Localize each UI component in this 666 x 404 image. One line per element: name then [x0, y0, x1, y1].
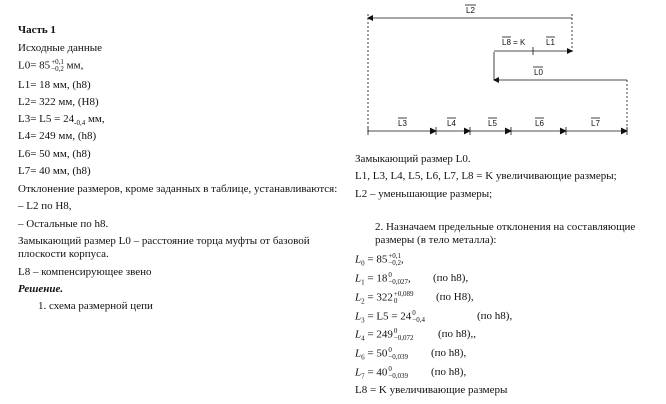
formula-l0: $L_0 = 85$ +0,1 −0,2 ,	[355, 252, 404, 268]
arrow-l4	[464, 128, 470, 134]
arrow-l5	[505, 128, 511, 134]
param-l1: L1= 18 мм, (h8)	[18, 79, 91, 91]
formula-l3-l5: $L_3 = L5 = 24$ 0 −0,4	[355, 309, 425, 325]
step-1: 1. схема размерной цепи	[38, 300, 153, 312]
param-l2: L2= 322 мм, (H8)	[18, 96, 99, 108]
formula-l6: $L_6 = 50$ 0 −0,039	[355, 346, 409, 362]
deviation-l2: – L2 по H8,	[18, 200, 72, 212]
label-l2: L2	[466, 6, 475, 15]
arrow-l6	[560, 128, 566, 134]
closing-link: Замыкающий размер L0.	[355, 153, 471, 165]
formula-l6-note: (по h8),	[431, 347, 467, 359]
decreasing-links: L2 – уменьшающие размеры;	[355, 188, 493, 200]
formula-l4: $L_4 = 249$ 0 −0,072	[355, 327, 414, 343]
formula-l3-note: (по h8),	[477, 310, 513, 322]
label-l6: L6	[535, 119, 544, 128]
formula-l4-note: (по h8),,	[438, 328, 476, 340]
solution-heading: Решение.	[18, 283, 64, 295]
param-l7: L7= 40 мм, (h8)	[18, 165, 91, 177]
label-l5: L5	[488, 119, 497, 128]
label-l4: L4	[447, 119, 456, 128]
source-data-title: Исходные данные	[18, 42, 102, 54]
label-l1: L1	[546, 38, 555, 47]
formula-l2: $L_2 = 322$ +0,089 0	[355, 290, 414, 306]
deviation-rest: – Остальные по h8.	[18, 218, 109, 230]
label-l7: L7	[591, 119, 600, 128]
formula-l1: $L_1 = 18$ 0 −0,027 ,	[355, 271, 411, 287]
param-l0: L0= 85 +0,1 −0,2 мм,	[18, 58, 84, 73]
arrow-l7	[621, 128, 627, 134]
increasing-links: L1, L3, L4, L5, L6, L7, L8 = K увеличивающие размеры;	[355, 170, 617, 182]
param-l3-l5: $L3= L5 = 24_{-0,4}$ мм,	[18, 113, 105, 128]
label-l3: L3	[398, 119, 407, 128]
formula-l7-note: (по h8),	[431, 366, 467, 378]
formula-l7: $L_7 = 40$ 0 −0,039	[355, 365, 409, 381]
label-l8-k: L8 = K	[502, 38, 526, 47]
formula-l8: L8 = K увеличивающие размеры	[355, 384, 508, 396]
formula-l2-note: (по H8),	[436, 291, 474, 303]
formula-l1-note: (по h8),	[433, 272, 469, 284]
arrow-l3	[430, 128, 436, 134]
param-l6: L6= 50 мм, (h8)	[18, 148, 91, 160]
closing-link-description: Замыкающий размер L0 – расстояние торца муфты от базовой плоскости корпуса.	[18, 235, 310, 260]
deviation-note: Отклонение размеров, кроме заданных в таблице, устанавливаются:	[18, 183, 338, 195]
section-heading: Часть 1	[18, 24, 56, 36]
compensating-link: L8 – компенсирующее звено	[18, 266, 152, 278]
label-l0: L0	[534, 68, 543, 77]
param-l4: L4= 249 мм, (h8)	[18, 130, 97, 142]
step-2: 2. Назначаем предельные отклонения на составляющие размеры (в тело металла):	[375, 221, 636, 246]
